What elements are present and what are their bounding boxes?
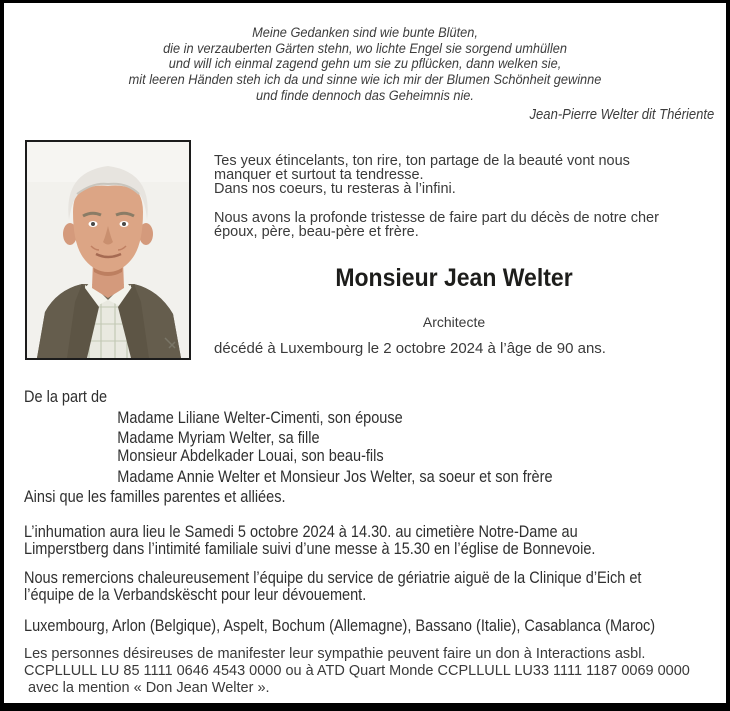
tribute-text (214, 154, 630, 196)
thanks-section (24, 570, 641, 603)
funeral-line: Limperstberg dans l’intimité familiale suivi d’une messe à 15.30 en l’église de Bonnevoie. (24, 539, 596, 558)
portrait-illustration (27, 142, 189, 358)
poem-line: die in verzauberten Gärten stehn, wo lichte Engel sie sorgend umhüllen (163, 40, 567, 57)
family-outro: Ainsi que les familles parentes et alliées. (24, 488, 286, 506)
poem-line: Meine Gedanken sind wie bunte Blüten, (252, 25, 478, 41)
thanks-line: l’équipe de la Verbandskëscht pour leur dévouement. (24, 585, 367, 604)
family-member: Madame Annie Welter et Monsieur Jos Welter, sa soeur et son frère (117, 467, 553, 486)
deceased-name: Monsieur Jean Welter (335, 264, 573, 292)
donation-line: avec la mention « Don Jean Welter ». (24, 679, 270, 696)
family-intro: De la part de (24, 388, 108, 406)
family-member: Madame Liliane Welter-Cimenti, son épouse (117, 408, 403, 427)
funeral-info (24, 524, 595, 557)
death-announcement (214, 211, 659, 239)
announcement-line: Nous avons la profonde tristesse de faire part du décès de notre cher (214, 210, 659, 226)
poem-line: und will ich einmal zagend gehn um sie zu pflücken, dann welken sie, (168, 56, 562, 73)
poem-line: mit leeren Händen steh ich da und sinne wie ich mir der Blumen Schönheit gewinne (128, 72, 602, 89)
tribute-line: Dans nos coeurs, tu resteras à l’infini. (214, 181, 456, 197)
family-member: Madame Myriam Welter, sa fille (117, 429, 320, 447)
donation-line: Les personnes désireuses de manifester leur sympathie peuvent faire un don à Interactions asbl. (24, 646, 646, 662)
tribute-line: manquer et surtout ta tendresse. (214, 167, 424, 183)
funeral-line: L’inhumation aura lieu le Samedi 5 octobre 2024 à 14.30. au cimetière Notre-Dame au (24, 523, 578, 541)
deceased-profession: Architecte (422, 314, 486, 330)
family-member: Monsieur Abdelkader Louai, son beau-fils (117, 447, 384, 465)
poem (40, 26, 690, 105)
thanks-line: Nous remercions chaleureusement l’équipe du service de gériatrie aiguë de la Clinique d’Eich et (24, 569, 642, 587)
cities-line (24, 618, 655, 635)
tribute-line: Tes yeux étincelants, ton rire, ton partage de la beauté vont nous (214, 153, 630, 169)
cities-text: Luxembourg, Arlon (Belgique), Aspelt, Bochum (Allemagne), Bassano (Italie), Casablanca (Maroc) (24, 617, 656, 635)
poem-attribution: Jean-Pierre Welter dit Thériente (529, 107, 714, 123)
donation-section (24, 646, 690, 696)
announcement-line: époux, père, beau-père et frère. (214, 224, 419, 240)
family-section (24, 387, 553, 508)
poem-line: und finde dennoch das Geheimnis nie. (256, 87, 474, 104)
donation-line: CCPLLULL LU 85 1111 0646 4543 0000 ou à ATD Quart Monde CCPLLULL LU33 1111 1187 0069 0000 (24, 662, 690, 679)
portrait-photo (25, 140, 191, 360)
family-members (24, 408, 553, 488)
death-details: décédé à Luxembourg le 2 octobre 2024 à l’âge de 90 ans. (214, 340, 606, 357)
